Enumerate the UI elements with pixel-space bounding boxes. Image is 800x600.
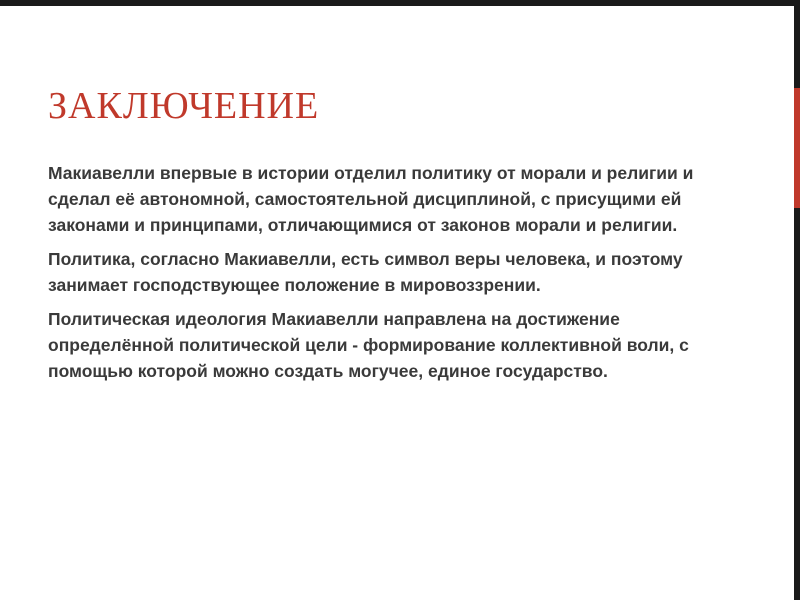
top-border (0, 0, 800, 6)
right-accent-bar (794, 88, 800, 208)
paragraph-1: Макиавелли впервые в истории отделил политику от морали и религии и сделал её автономной, самостоятельной дисциплиной, с присущими ей законами и принципами, отличающимися от законов морали и религии. (48, 163, 694, 235)
slide-title: ЗАКЛЮЧЕНИЕ (48, 85, 320, 127)
slide-body (48, 160, 748, 392)
paragraph-3: Политическая идеология Макиавелли направлена на достижение определённой политической цели - формирование коллективной воли, с помощью которой можно создать могучее, единое государство. (48, 309, 689, 381)
paragraph-2: Политика, согласно Макиавелли, есть символ веры человека, и поэтому занимает господствующее положение в мировоззрении. (48, 249, 683, 295)
